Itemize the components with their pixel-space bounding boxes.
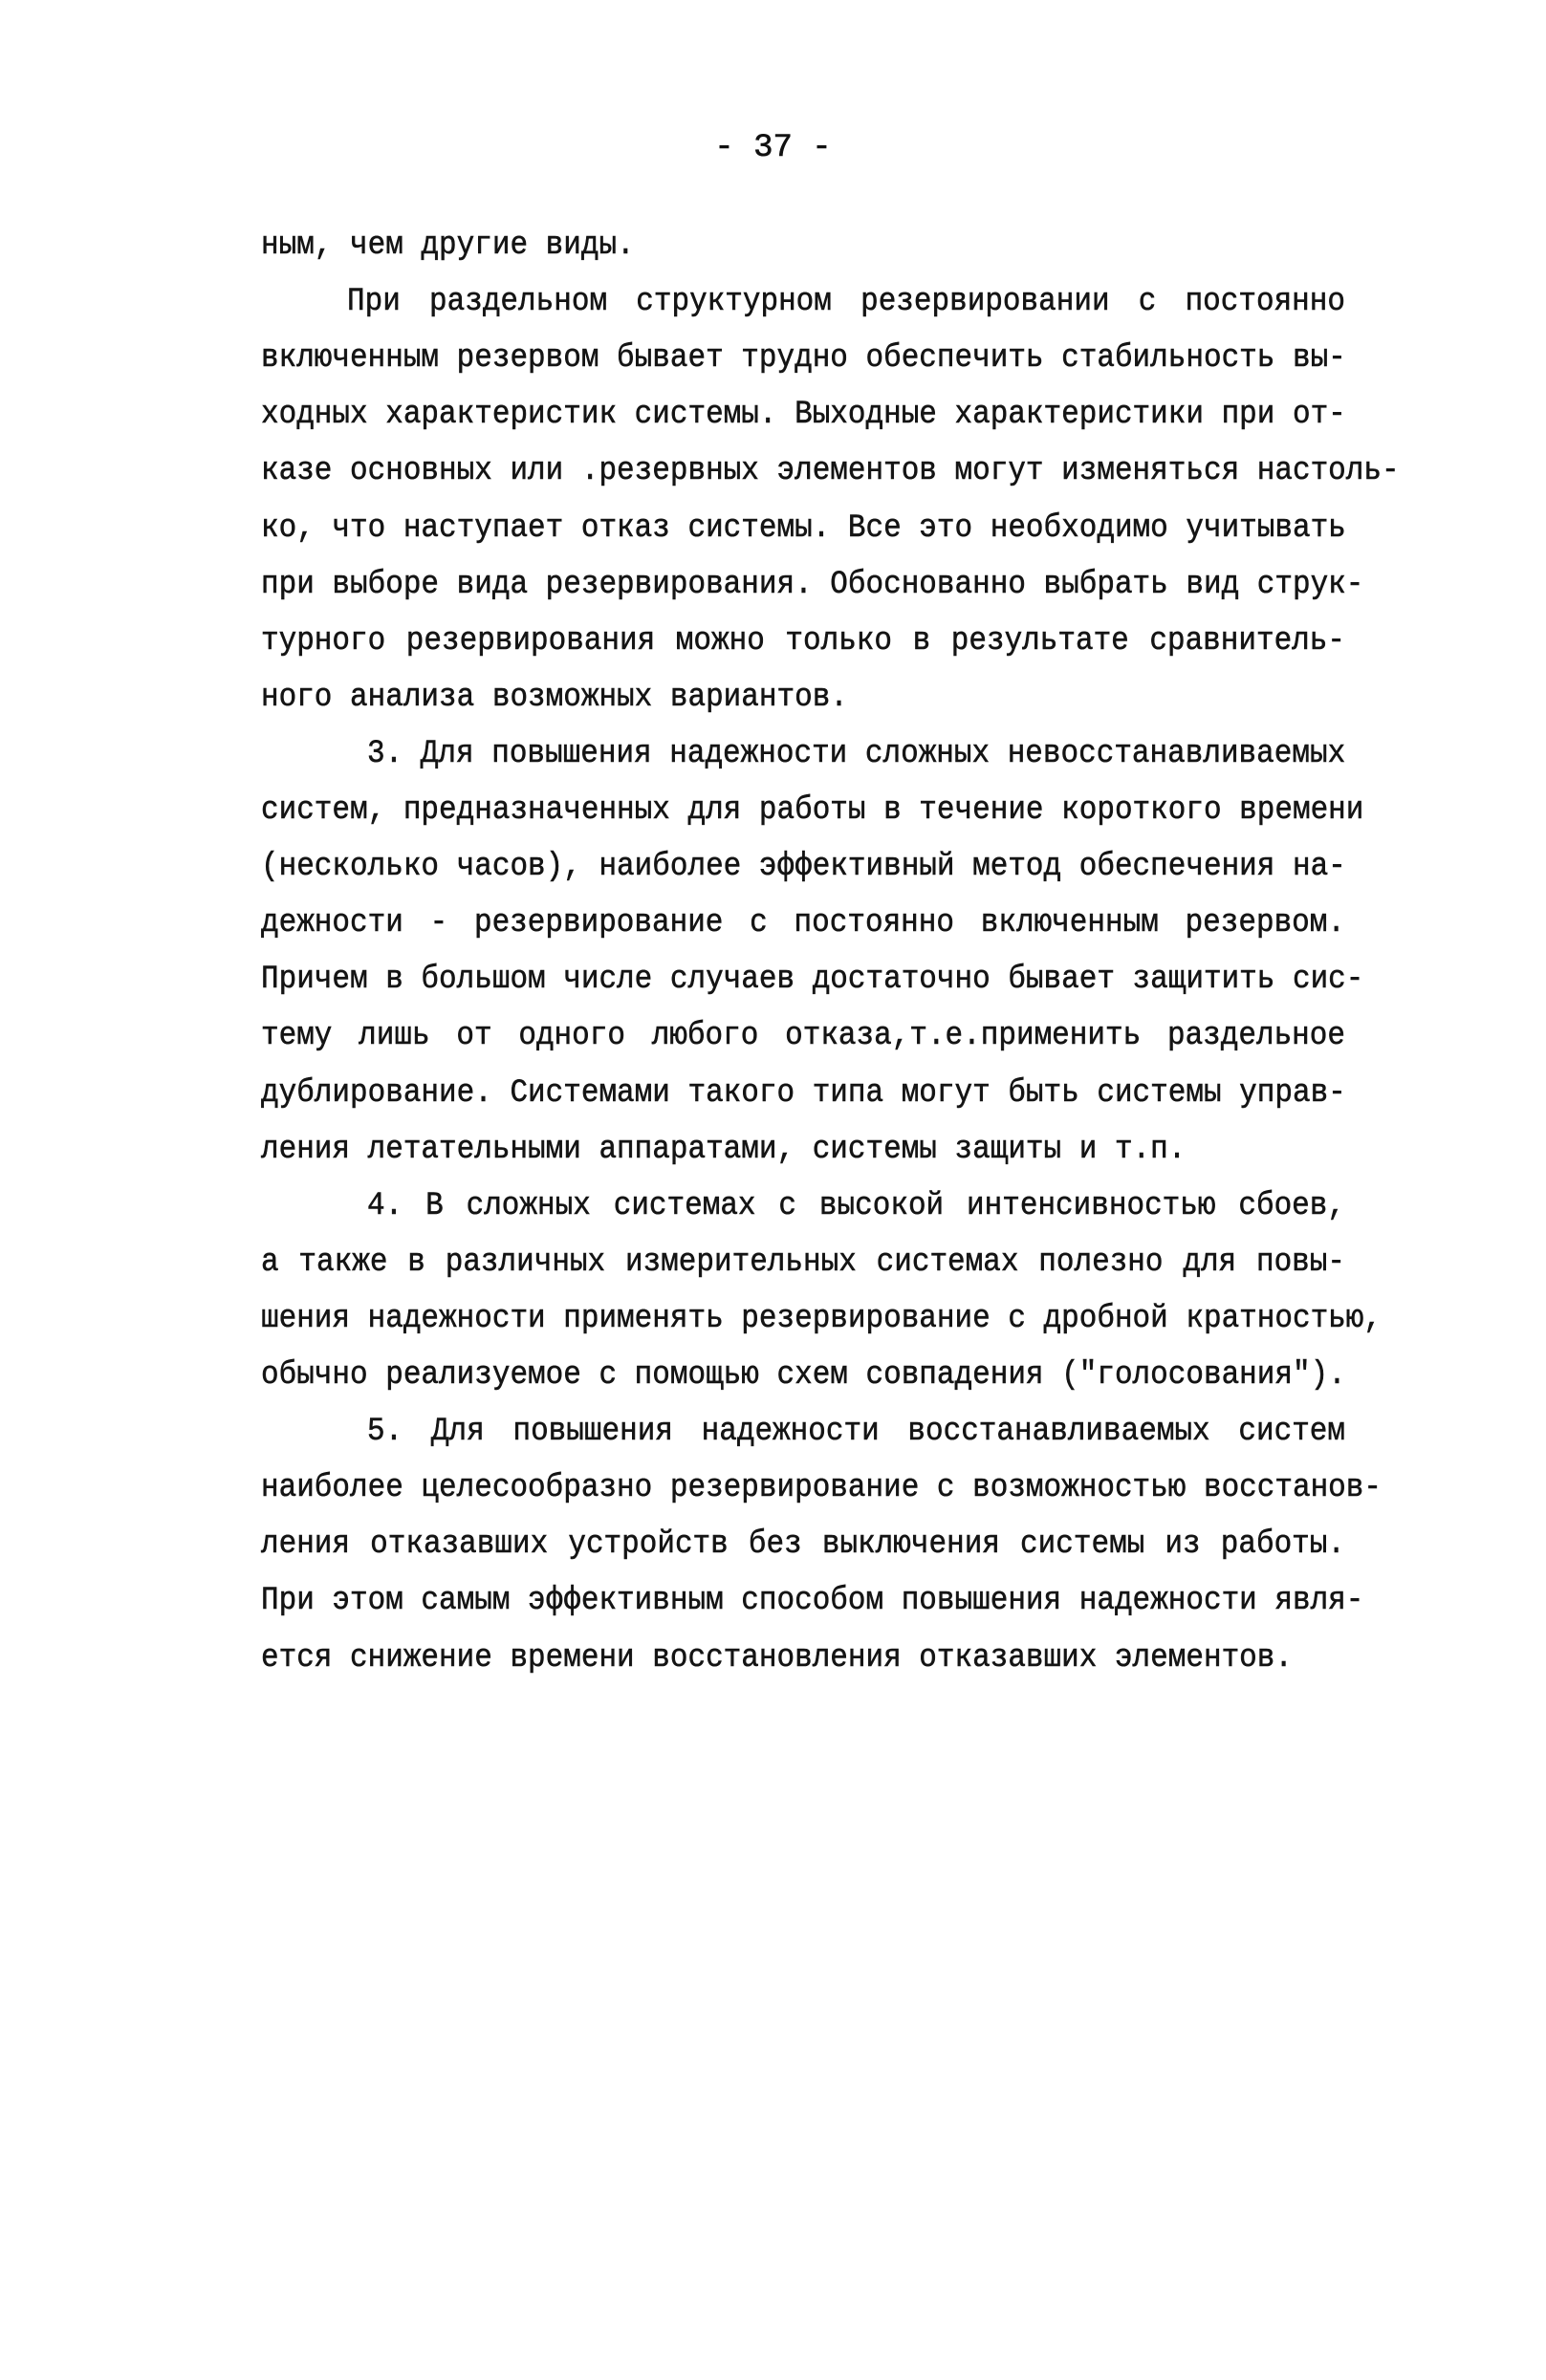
paragraph-line: Причем в большом числе случаев достаточно бывает защитить сис- bbox=[261, 961, 1364, 999]
paragraph-first-line: 4. В сложных системах с высокой интенсивностью сбоев, bbox=[367, 1186, 1345, 1224]
paragraph-line: ления летательными аппаратами, системы защиты и т.п. bbox=[261, 1130, 1187, 1168]
paragraph-line: турного резервирования можно только в результате сравнитель- bbox=[261, 621, 1345, 660]
paragraph-line: шения надежности применять резервирование с дробной кратностью, bbox=[261, 1299, 1382, 1337]
paragraph-line: систем, предназначенных для работы в течение короткого времени bbox=[261, 790, 1364, 830]
paragraph-line: казе основных или .резервных элементов могут изменяться настоль- bbox=[261, 452, 1400, 490]
paragraph-first-line: При раздельном структурном резервировании с постоянно bbox=[347, 282, 1345, 321]
paragraph-line: тему лишь от одного любого отказа,т.е.применить раздельное bbox=[261, 1017, 1345, 1055]
paragraph-line: обычно реализуемое с помощью схем совпадения ("голосования"). bbox=[261, 1355, 1346, 1395]
paragraph-line: ходных характеристик системы. Выходные характеристики при от- bbox=[261, 396, 1346, 434]
page-number: - 37 - bbox=[714, 130, 832, 166]
paragraph-line: ется снижение времени восстановления отказавших элементов. bbox=[261, 1638, 1293, 1677]
paragraph-line: ко, что наступает отказ системы. Все это необходимо учитывать bbox=[261, 508, 1346, 547]
paragraph-first-line: 5. Для повышения надежности восстанавливаемых систем bbox=[367, 1412, 1345, 1451]
paragraph-line: ления отказавших устройств без выключения системы из работы. bbox=[261, 1525, 1345, 1564]
paragraph-line: (несколько часов), наиболее эффективный метод обеспечения на- bbox=[261, 847, 1346, 886]
paragraph-first-line: ным, чем другие виды. bbox=[261, 226, 635, 265]
paragraph-line: а также в различных измерительных системах полезно для повы- bbox=[261, 1243, 1345, 1281]
paragraph-line: при выборе вида резервирования. Обоснованно выбрать вид струк- bbox=[261, 565, 1364, 603]
paragraph-line: При этом самым эффективным способом повышения надежности явля- bbox=[261, 1582, 1364, 1620]
paragraph-line: ного анализа возможных вариантов. bbox=[261, 678, 848, 716]
paragraph-line: наиболее целесообразно резервирование с возможностью восстанов- bbox=[261, 1469, 1382, 1507]
paragraph-line: дублирование. Системами такого типа могут быть системы управ- bbox=[261, 1073, 1346, 1112]
paragraph-first-line: 3. Для повышения надежности сложных невосстанавливаемых bbox=[367, 734, 1346, 772]
paragraph-line: дежности - резервирование с постоянно включенным резервом. bbox=[261, 904, 1345, 942]
paragraph-line: включенным резервом бывает трудно обеспечить стабильность вы- bbox=[261, 339, 1346, 378]
